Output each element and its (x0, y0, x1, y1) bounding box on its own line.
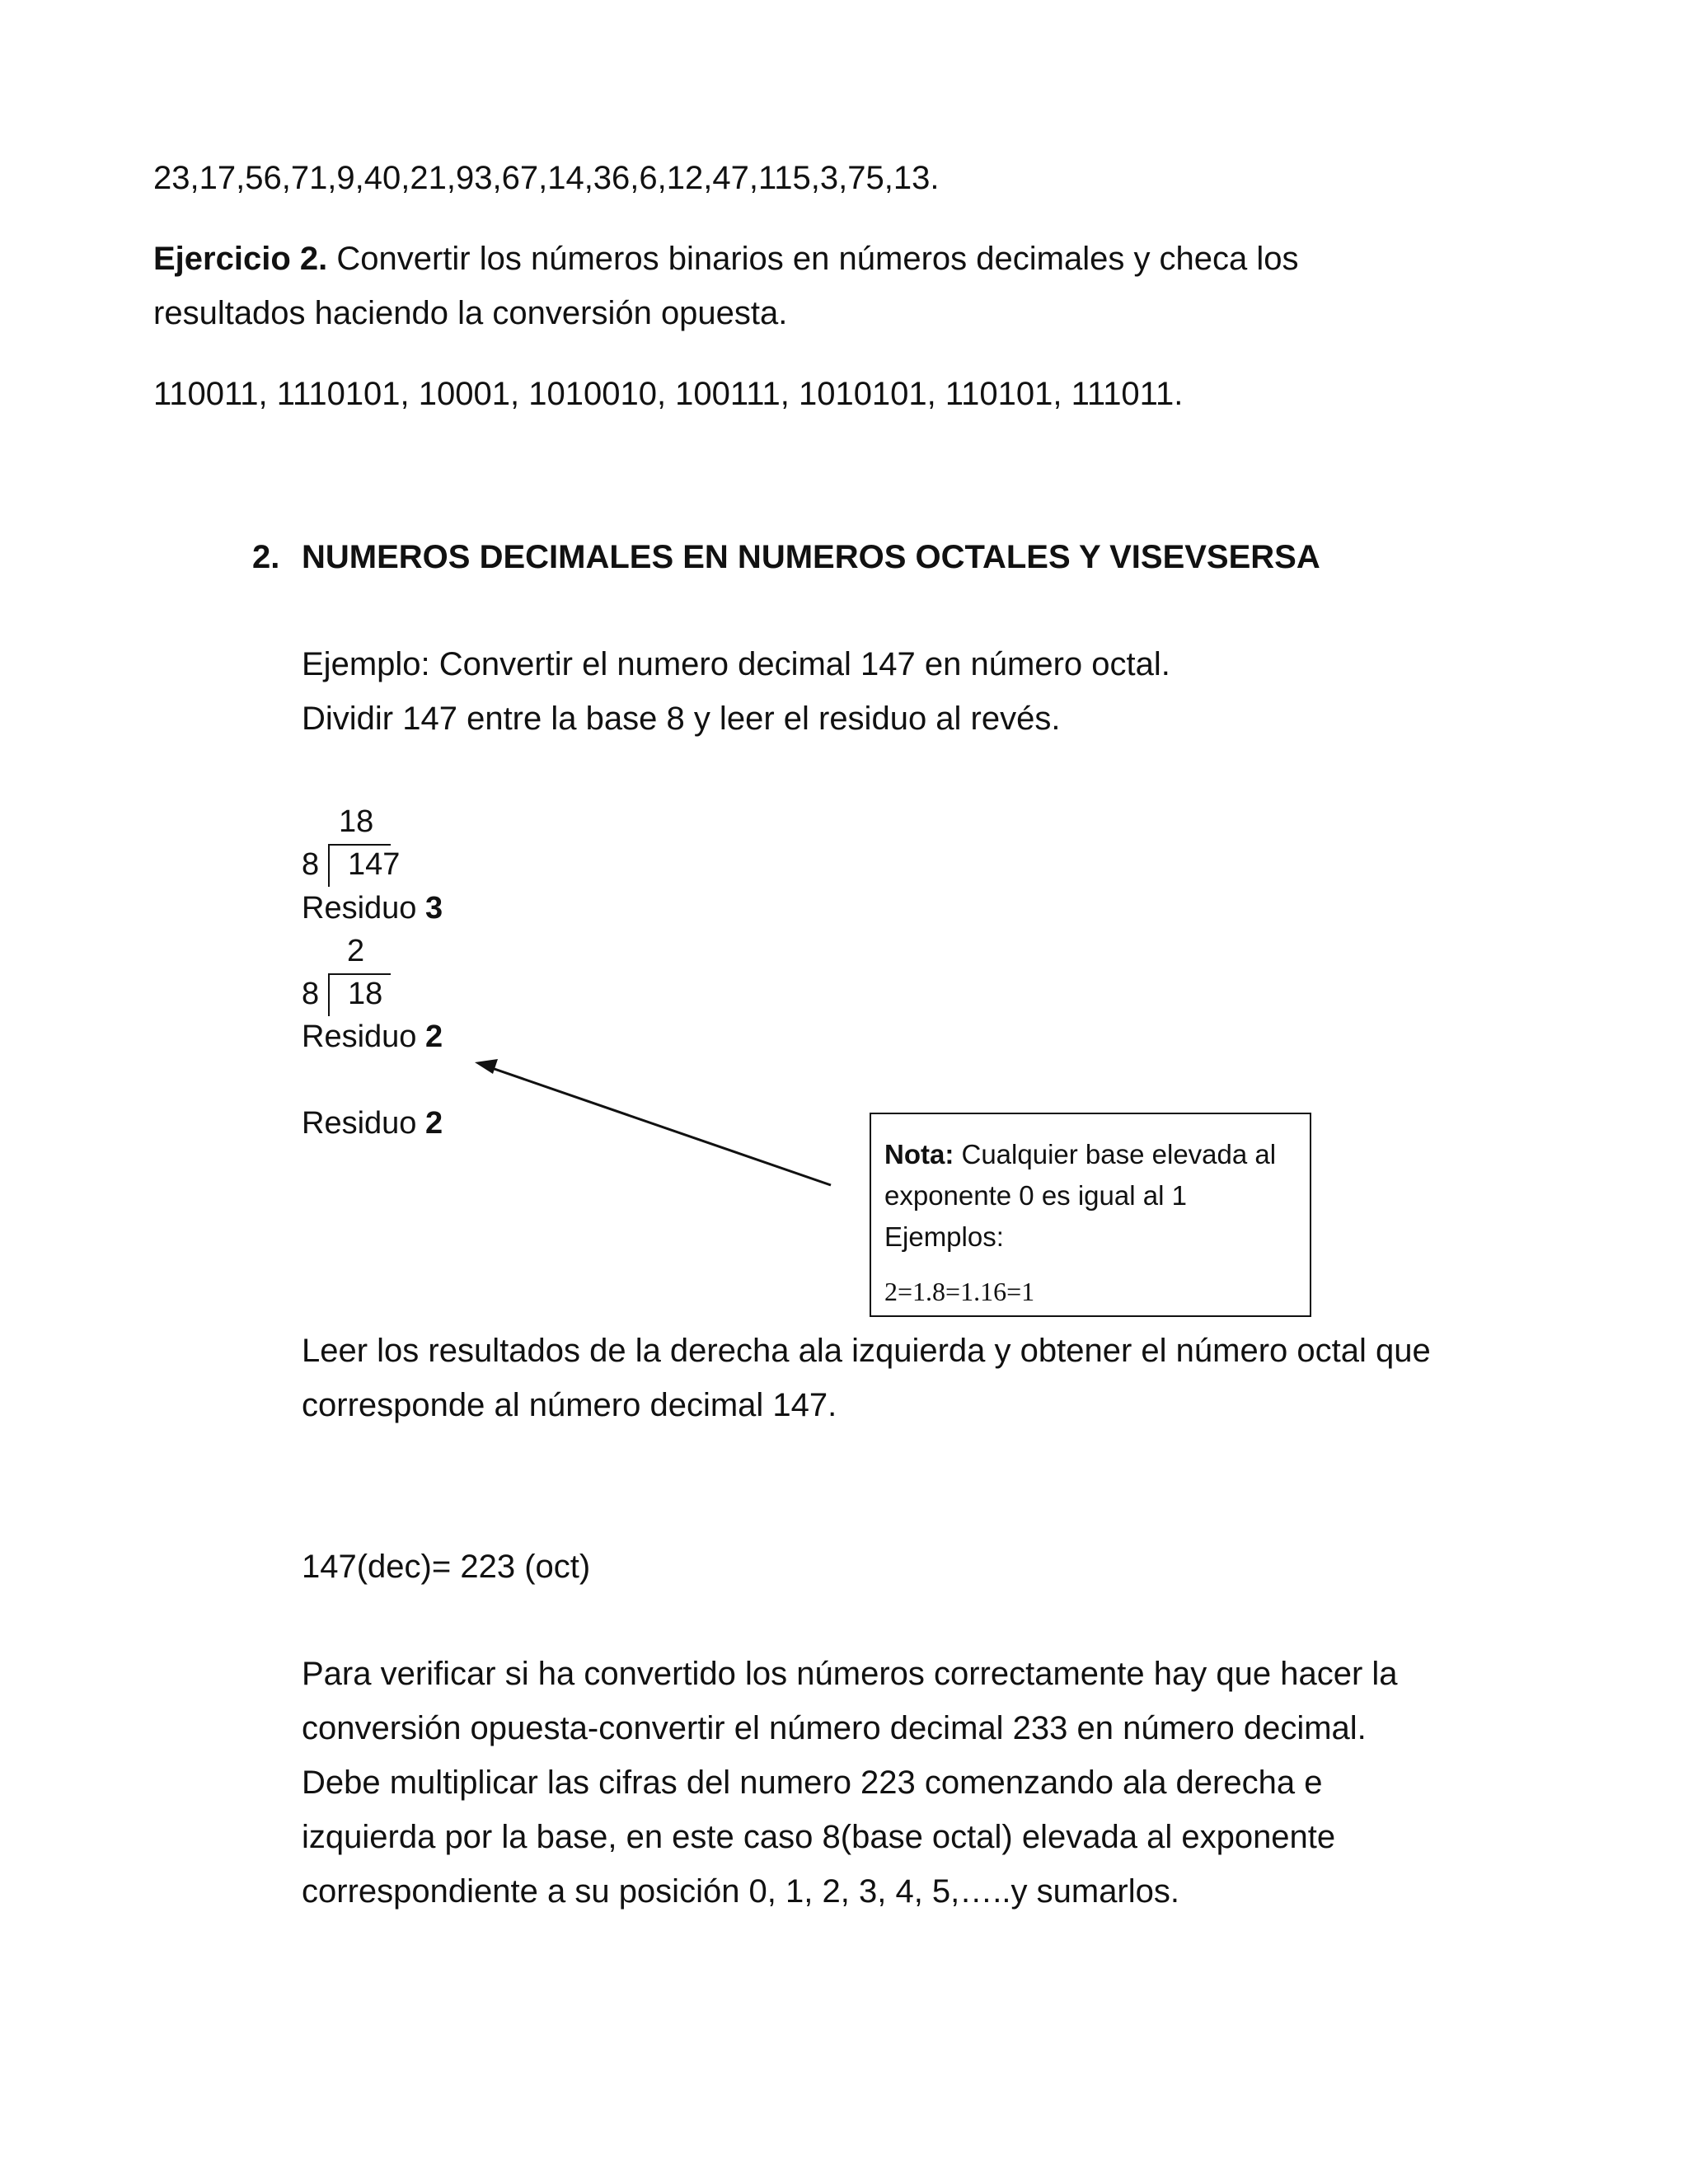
verify-line3: Debe multiplicar las cifras del numero 223 comenzando ala derecha e (302, 1765, 1323, 1801)
note-label: Nota: (884, 1139, 954, 1169)
section-title: NUMEROS DECIMALES EN NUMEROS OCTALES Y VISEVSERSA (302, 539, 1320, 575)
quotient-1: 18 (339, 804, 374, 839)
section-number: 2. (252, 539, 280, 575)
example-line1: Ejemplo: Convertir el numero decimal 147 en número octal. (302, 646, 1170, 682)
note-box (870, 1113, 1311, 1317)
dividend-2: 18 (348, 977, 383, 1011)
note-line2: exponente 0 es igual al 1 (884, 1180, 1187, 1211)
divisor-1: 8 (302, 847, 320, 882)
note-line1 (884, 1134, 1276, 1175)
residue-label-1: Residuo (302, 891, 425, 926)
verify-line2: conversión opuesta-convertir el número decimal 233 en número decimal. (302, 1710, 1367, 1746)
residue-label-final: Residuo (302, 1106, 425, 1141)
note-line4: 2=1.8=1.16=1 (884, 1277, 1035, 1306)
binary-number-list: 110011, 1110101, 10001, 1010010, 100111, 1010101, 110101, 111011. (153, 376, 1184, 412)
note-text-1: Cualquier base elevada al (954, 1139, 1277, 1169)
exercise-2-line2: resultados haciendo la conversión opuesta. (153, 295, 788, 331)
decimal-number-list: 23,17,56,71,9,40,21,93,67,14,36,6,12,47,115,3,75,13. (153, 160, 940, 196)
read-results-line2: corresponde al número decimal 147. (302, 1387, 837, 1423)
quotient-2: 2 (347, 934, 365, 968)
verify-line4: izquierda por la base, en este caso 8(base octal) elevada al exponente (302, 1819, 1336, 1855)
divisor-2: 8 (302, 977, 320, 1011)
conversion-result: 147(dec)= 223 (oct) (302, 1549, 591, 1585)
verify-line5: correspondiente a su posición 0, 1, 2, 3, 4, 5,…..y sumarlos. (302, 1873, 1179, 1910)
example-line2: Dividir 147 entre la base 8 y leer el residuo al revés. (302, 701, 1061, 737)
note-line3: Ejemplos: (884, 1221, 1004, 1252)
residue-value-final: 2 (424, 1106, 443, 1141)
exercise-2-text: Convertir los números binarios en números decimales y checa los (327, 241, 1299, 277)
read-results-line1: Leer los resultados de la derecha ala izquierda y obtener el número octal que (302, 1333, 1431, 1369)
dividend-1: 147 (348, 847, 401, 882)
residue-value-2: 2 (424, 1019, 443, 1054)
verify-line1: Para verificar si ha convertido los números correctamente hay que hacer la (302, 1656, 1398, 1692)
residue-value-1: 3 (424, 891, 443, 926)
residue-label-2: Residuo (302, 1019, 425, 1054)
exercise-2-label: Ejercicio 2. (153, 241, 328, 277)
